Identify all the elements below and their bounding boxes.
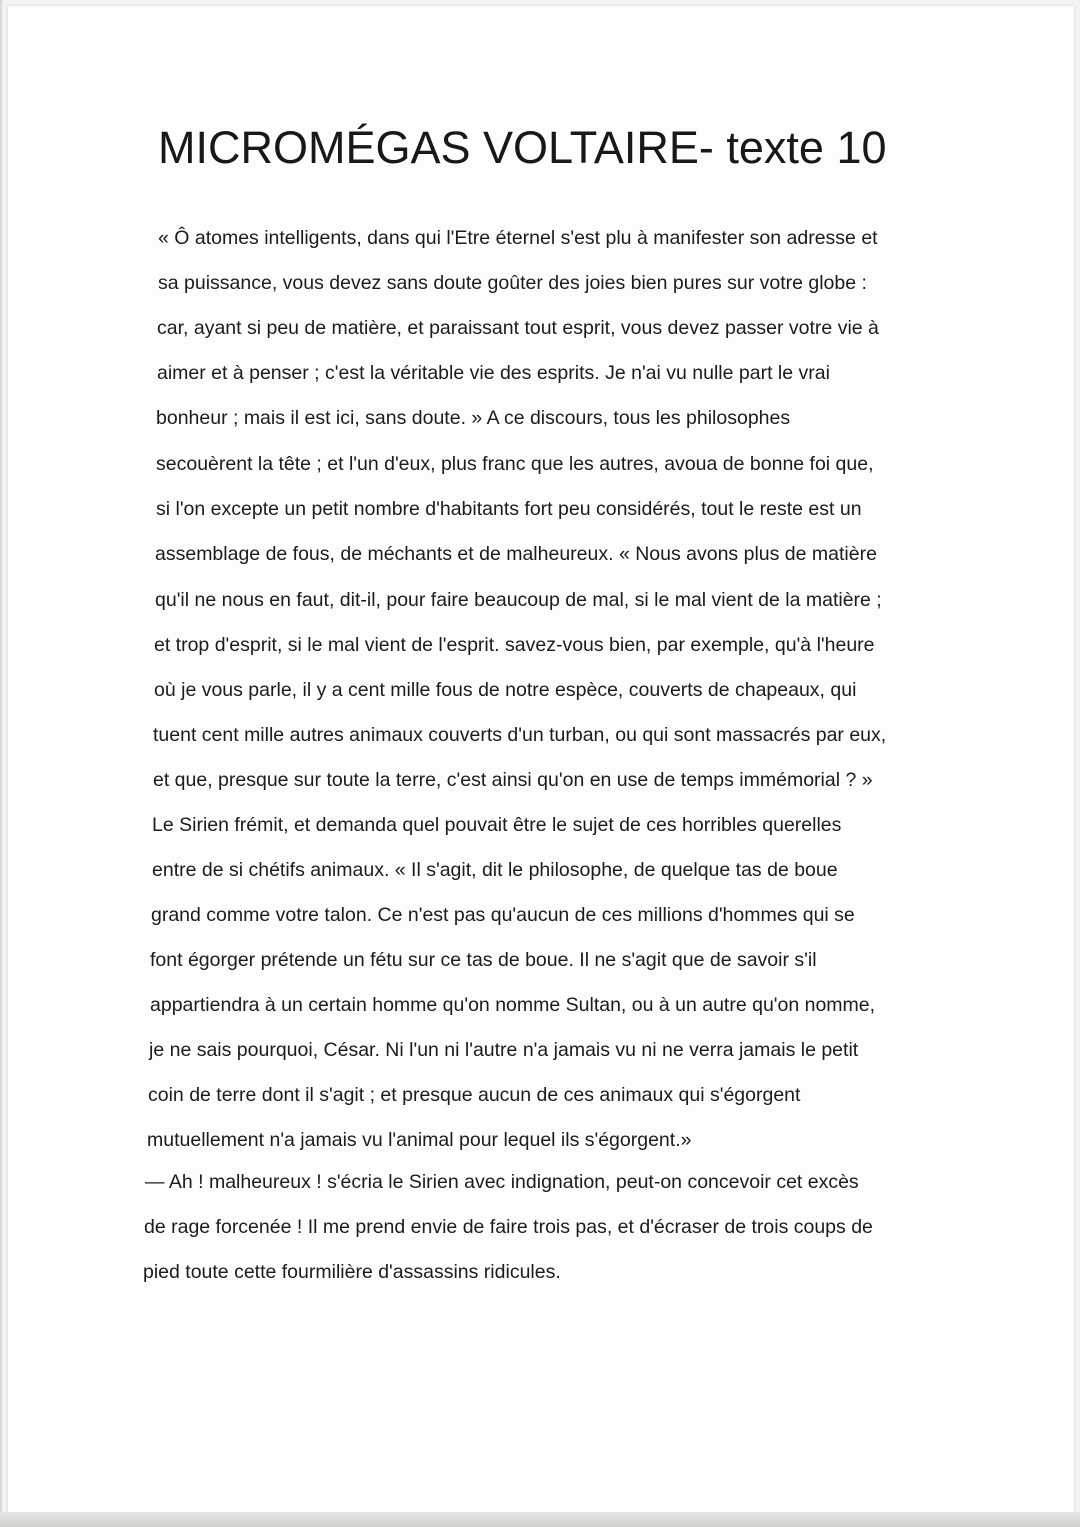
text-line: assemblage de fous, de méchants et de malheureux. « Nous avons plus de matière	[155, 543, 877, 565]
text-line: je ne sais pourquoi, César. Ni l'un ni l'autre n'a jamais vu ni ne verra jamais le petit	[149, 1039, 859, 1061]
text-line: pied toute cette fourmilière d'assassins ridicules.	[143, 1261, 561, 1283]
scan-edge	[0, 0, 2, 1527]
text-line: entre de si chétifs animaux. « Il s'agit, dit le philosophe, de quelque tas de boue	[152, 859, 838, 881]
text-line: coin de terre dont il s'agit ; et presque aucun de ces animaux qui s'égorgent	[148, 1084, 801, 1106]
text-line: de rage forcenée ! Il me prend envie de faire trois pas, et d'écraser de trois coups de	[144, 1216, 873, 1238]
text-line: aimer et à penser ; c'est la véritable vie des esprits. Je n'ai vu nulle part le vrai	[157, 362, 830, 384]
text-line: Le Sirien frémit, et demanda quel pouvait être le sujet de ces horribles querelles	[152, 814, 842, 836]
text-line: font égorger prétende un fétu sur ce tas de boue. Il ne s'agit que de savoir s'il	[150, 949, 817, 971]
text-line: — Ah ! malheureux ! s'écria le Sirien avec indignation, peut-on concevoir cet excès	[145, 1171, 859, 1193]
text-line: mutuellement n'a jamais vu l'animal pour lequel ils s'égorgent.»	[147, 1129, 692, 1151]
text-line: appartiendra à un certain homme qu'on nomme Sultan, ou à un autre qu'on nomme,	[150, 994, 876, 1016]
text-line: « Ô atomes intelligents, dans qui l'Etre éternel s'est plu à manifester son adresse et	[158, 227, 878, 249]
text-line: qu'il ne nous en faut, dit-il, pour faire beaucoup de mal, si le mal vient de la matière ;	[155, 589, 882, 611]
text-line: bonheur ; mais il est ici, sans doute. » A ce discours, tous les philosophes	[156, 407, 791, 429]
text-line: si l'on excepte un petit nombre d'habitants fort peu considérés, tout le reste est un	[156, 498, 862, 520]
text-line: sa puissance, vous devez sans doute goûter des joies bien pures sur votre globe :	[158, 272, 867, 294]
text-line: secouèrent la tête ; et l'un d'eux, plus franc que les autres, avoua de bonne foi que,	[156, 453, 874, 475]
scan-edge	[0, 1512, 1080, 1527]
text-line: grand comme votre talon. Ce n'est pas qu'aucun de ces millions d'hommes qui se	[151, 904, 855, 926]
text-line: car, ayant si peu de matière, et paraissant tout esprit, vous devez passer votre vie à	[157, 317, 879, 339]
text-line: et trop d'esprit, si le mal vient de l'esprit. savez-vous bien, par exemple, qu'à l'heure	[154, 634, 875, 656]
text-line: tuent cent mille autres animaux couverts d'un turban, ou qui sont massacrés par eux,	[153, 724, 887, 746]
text-line: où je vous parle, il y a cent mille fous de notre espèce, couverts de chapeaux, qui	[154, 679, 857, 701]
text-line: et que, presque sur toute la terre, c'est ainsi qu'on en use de temps immémorial ? »	[153, 769, 873, 791]
document-title: MICROMÉGAS VOLTAIRE- texte 10	[158, 122, 887, 173]
